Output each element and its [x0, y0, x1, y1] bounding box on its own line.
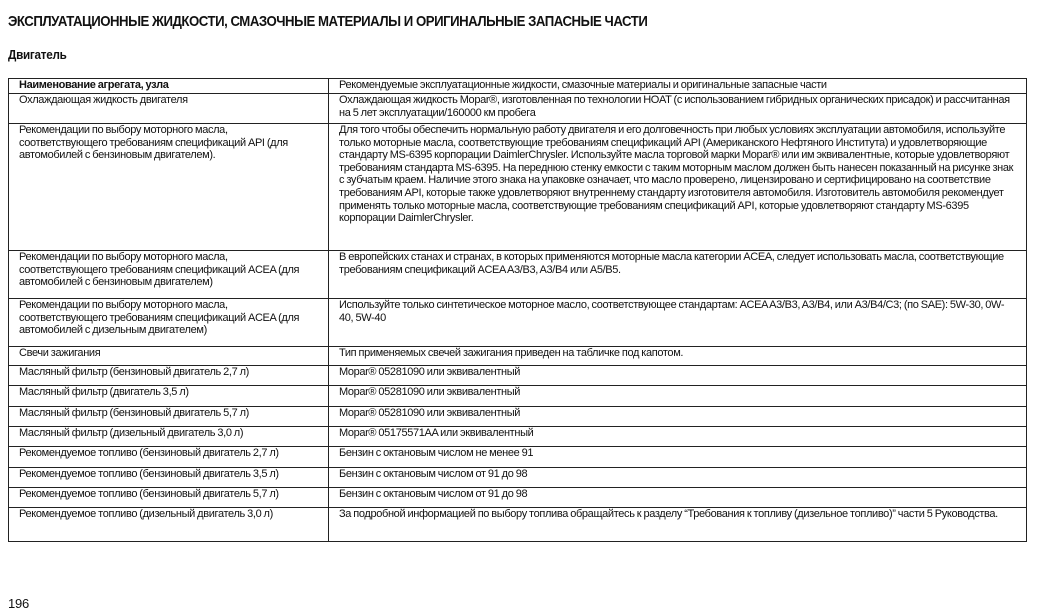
recommendation-cell: Для того чтобы обеспечить нормальную работу двигателя и его долговечность при любых условиях эксплуатации автомобиля, используйте только моторные масла, соответствующие требованиям спецификаций API (Американского Нефтяного Института) и удовлетворяющие стандарту MS-6395 корпорации DaimlerChrysler. Используйте масла торговой марки Mopar® или им эквивалентные, которые удовлетворяют требованиям стандарта MS-6395. На переднюю стенку емкости с таким моторным маслом должен быть нанесен показанный на рисунке знак с зубчатым краем. Наличие этого знака на упаковке означает, что масло проверено, лицензировано и сертифицировано на соответствие требованиям API, которые также удовлетворяют внутреннему стандарту изготовителя автомобиля. Изготовитель автомобиля рекомендует применять только моторные масла, соответствующие требованиям спецификаций API, которые удовлетворяют стандарту MS-6395 корпорации DaimlerChrysler.: [329, 124, 1027, 251]
section-title: Двигатель: [8, 47, 67, 62]
table-row: [9, 447, 1027, 468]
table-row: [9, 347, 1027, 366]
recommendation-cell: За подробной информацией по выбору топлива обращайтесь к разделу “Требования к топливу (дизельное топливо)” части 5 Руководства.: [329, 508, 1027, 542]
page-title: ЭКСПЛУАТАЦИОННЫЕ ЖИДКОСТИ, СМАЗОЧНЫЕ МАТЕРИАЛЫ И ОРИГИНАЛЬНЫЕ ЗАПАСНЫЕ ЧАСТИ: [8, 13, 648, 30]
recommendation-cell: Используйте только синтетическое моторное масло, соответствующее стандартам: ACEA A3/B3, A3/B4, или A3/B4/C3; (по SAE): 5W-30, 0W-40, 5W-40: [329, 299, 1027, 347]
table-row: [9, 468, 1027, 488]
recommendation-cell: Бензин с октановым числом не менее 91: [329, 447, 1027, 468]
unit-name-cell: Рекомендуемое топливо (бензиновый двигатель 2,7 л): [9, 447, 329, 468]
unit-name-cell: Масляный фильтр (бензиновый двигатель 5,7 л): [9, 407, 329, 427]
table-row: [9, 299, 1027, 347]
unit-name-cell: Рекомендуемое топливо (дизельный двигатель 3,0 л): [9, 508, 329, 542]
unit-name-cell: Рекомендуемое топливо (бензиновый двигатель 3,5 л): [9, 468, 329, 488]
spec-table: [8, 78, 1027, 542]
unit-name-cell: Свечи зажигания: [9, 347, 329, 366]
recommendation-cell: Охлаждающая жидкость Mopar®, изготовленная по технологии HOAT (с использованием гибридных органических присадок) и рассчитанная на 5 лет эксплуатации/160000 км пробега: [329, 94, 1027, 124]
header-unit-name: Наименование агрегата, узла: [9, 79, 329, 94]
table-row: [9, 251, 1027, 299]
recommendation-cell: Бензин с октановым числом от 91 до 98: [329, 488, 1027, 508]
table-row: [9, 386, 1027, 407]
table-row: [9, 488, 1027, 508]
unit-name-cell: Охлаждающая жидкость двигателя: [9, 94, 329, 124]
table-header-row: [9, 79, 1027, 94]
recommendation-cell: Mopar® 05281090 или эквивалентный: [329, 366, 1027, 386]
recommendation-cell: Mopar® 05281090 или эквивалентный: [329, 407, 1027, 427]
unit-name-cell: Рекомендации по выбору моторного масла, соответствующего требованиям спецификаций ACEA (для автомобилей с дизельным двигателем): [9, 299, 329, 347]
page-number: 196: [8, 596, 30, 611]
unit-name-cell: Рекомендуемое топливо (бензиновый двигатель 5,7 л): [9, 488, 329, 508]
unit-name-cell: Масляный фильтр (бензиновый двигатель 2,7 л): [9, 366, 329, 386]
recommendation-cell: В европейских станах и странах, в которых применяются моторные масла категории ACEA, следует использовать масла, соответствующие требованиям спецификаций ACEA A3/B3, A3/B4 или A5/B5.: [329, 251, 1027, 299]
table-row: [9, 366, 1027, 386]
table-row: [9, 427, 1027, 447]
recommendation-cell: Бензин с октановым числом от 91 до 98: [329, 468, 1027, 488]
unit-name-cell: Рекомендации по выбору моторного масла, соответствующего требованиям спецификаций API (для автомобилей с бензиновым двигателем).: [9, 124, 329, 251]
recommendation-cell: Тип применяемых свечей зажигания приведен на табличке под капотом.: [329, 347, 1027, 366]
table-row: [9, 94, 1027, 124]
recommendation-cell: Mopar® 05175571AA или эквивалентный: [329, 427, 1027, 447]
table-row: [9, 508, 1027, 542]
unit-name-cell: Масляный фильтр (двигатель 3,5 л): [9, 386, 329, 407]
table-row: [9, 124, 1027, 251]
header-recommendation: Рекомендуемые эксплуатационные жидкости, смазочные материалы и оригинальные запасные части: [329, 79, 1027, 94]
recommendation-cell: Mopar® 05281090 или эквивалентный: [329, 386, 1027, 407]
unit-name-cell: Масляный фильтр (дизельный двигатель 3,0 л): [9, 427, 329, 447]
unit-name-cell: Рекомендации по выбору моторного масла, соответствующего требованиям спецификаций ACEA (для автомобилей с бензиновым двигателем): [9, 251, 329, 299]
table-row: [9, 407, 1027, 427]
